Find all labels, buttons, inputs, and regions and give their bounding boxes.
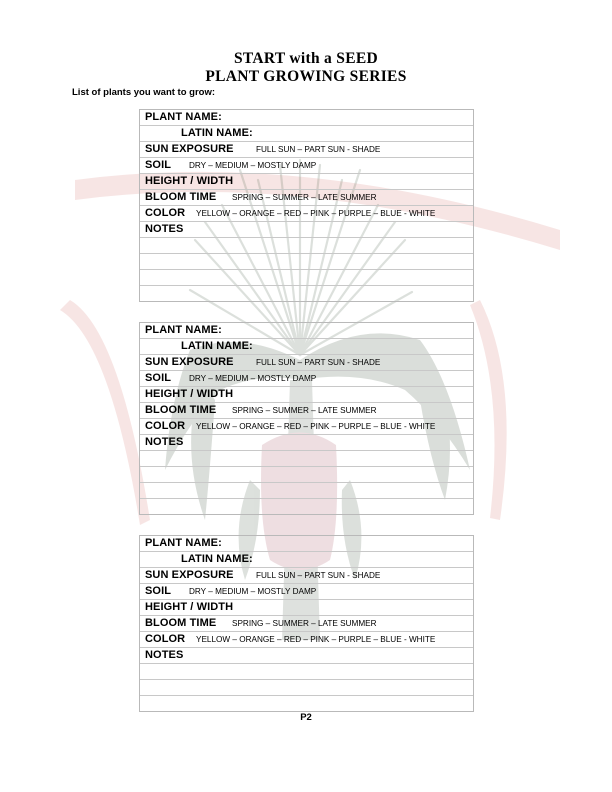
- latin-name-label: LATIN NAME:: [181, 553, 253, 565]
- notes-line[interactable]: [140, 467, 473, 483]
- page-subtitle: PLANT GROWING SERIES: [205, 68, 407, 85]
- height-width-row[interactable]: [140, 387, 473, 403]
- notes-line[interactable]: [140, 451, 473, 467]
- latin-name-label: LATIN NAME:: [181, 127, 253, 139]
- page-number: P2: [300, 712, 312, 723]
- soil-row[interactable]: [140, 371, 473, 387]
- soil-row[interactable]: [140, 158, 473, 174]
- sun-exposure-options: FULL SUN – PART SUN - SHADE: [256, 571, 381, 580]
- bloom-time-row[interactable]: [140, 190, 473, 206]
- notes-row[interactable]: [140, 648, 473, 664]
- color-row[interactable]: [140, 419, 473, 435]
- notes-line[interactable]: [140, 499, 473, 514]
- notes-line[interactable]: [140, 483, 473, 499]
- notes-label: NOTES: [145, 436, 184, 448]
- notes-line[interactable]: [140, 238, 473, 254]
- plant-form-3: [139, 535, 474, 712]
- color-row[interactable]: [140, 632, 473, 648]
- notes-line[interactable]: [140, 286, 473, 301]
- notes-row[interactable]: [140, 435, 473, 451]
- intro-text: List of plants you want to grow:: [72, 87, 216, 98]
- latin-name-row[interactable]: [140, 552, 473, 568]
- plant-name-label: PLANT NAME:: [145, 324, 222, 336]
- bloom-time-label: BLOOM TIME: [145, 404, 217, 416]
- page-title: START with a SEED: [234, 50, 378, 67]
- latin-name-label: LATIN NAME:: [181, 340, 253, 352]
- color-row[interactable]: [140, 206, 473, 222]
- bloom-time-label: BLOOM TIME: [145, 191, 217, 203]
- height-width-label: HEIGHT / WIDTH: [145, 601, 234, 613]
- bloom-time-options: SPRING – SUMMER – LATE SUMMER: [232, 193, 377, 202]
- sun-exposure-options: FULL SUN – PART SUN - SHADE: [256, 145, 381, 154]
- bloom-time-options: SPRING – SUMMER – LATE SUMMER: [232, 619, 377, 628]
- latin-name-row[interactable]: [140, 126, 473, 142]
- notes-line[interactable]: [140, 254, 473, 270]
- plant-name-row[interactable]: [140, 110, 473, 126]
- plant-name-label: PLANT NAME:: [145, 537, 222, 549]
- plant-name-label: PLANT NAME:: [145, 111, 222, 123]
- height-width-row[interactable]: [140, 174, 473, 190]
- color-options: YELLOW – ORANGE – RED – PINK – PURPLE – BLUE - WHITE: [196, 209, 436, 218]
- latin-name-row[interactable]: [140, 339, 473, 355]
- sun-exposure-row[interactable]: [140, 355, 473, 371]
- color-label: COLOR: [145, 207, 186, 219]
- plant-form-1: [139, 109, 474, 302]
- soil-label: SOIL: [145, 585, 172, 597]
- plant-name-row[interactable]: [140, 536, 473, 552]
- bloom-time-label: BLOOM TIME: [145, 617, 217, 629]
- color-options: YELLOW – ORANGE – RED – PINK – PURPLE – BLUE - WHITE: [196, 422, 436, 431]
- soil-options: DRY – MEDIUM – MOSTLY DAMP: [189, 161, 317, 170]
- color-label: COLOR: [145, 633, 186, 645]
- plant-name-row[interactable]: [140, 323, 473, 339]
- bloom-time-row[interactable]: [140, 616, 473, 632]
- soil-options: DRY – MEDIUM – MOSTLY DAMP: [189, 587, 317, 596]
- sun-exposure-label: SUN EXPOSURE: [145, 569, 234, 581]
- color-label: COLOR: [145, 420, 186, 432]
- soil-row[interactable]: [140, 584, 473, 600]
- sun-exposure-row[interactable]: [140, 142, 473, 158]
- notes-label: NOTES: [145, 649, 184, 661]
- color-options: YELLOW – ORANGE – RED – PINK – PURPLE – BLUE - WHITE: [196, 635, 436, 644]
- notes-line[interactable]: [140, 664, 473, 680]
- soil-label: SOIL: [145, 159, 172, 171]
- notes-label: NOTES: [145, 223, 184, 235]
- height-width-label: HEIGHT / WIDTH: [145, 388, 234, 400]
- notes-line[interactable]: [140, 270, 473, 286]
- sun-exposure-options: FULL SUN – PART SUN - SHADE: [256, 358, 381, 367]
- soil-options: DRY – MEDIUM – MOSTLY DAMP: [189, 374, 317, 383]
- bloom-time-options: SPRING – SUMMER – LATE SUMMER: [232, 406, 377, 415]
- notes-row[interactable]: [140, 222, 473, 238]
- bloom-time-row[interactable]: [140, 403, 473, 419]
- notes-line[interactable]: [140, 696, 473, 711]
- sun-exposure-label: SUN EXPOSURE: [145, 356, 234, 368]
- soil-label: SOIL: [145, 372, 172, 384]
- notes-line[interactable]: [140, 680, 473, 696]
- sun-exposure-label: SUN EXPOSURE: [145, 143, 234, 155]
- sun-exposure-row[interactable]: [140, 568, 473, 584]
- height-width-label: HEIGHT / WIDTH: [145, 175, 234, 187]
- plant-form-2: [139, 322, 474, 515]
- height-width-row[interactable]: [140, 600, 473, 616]
